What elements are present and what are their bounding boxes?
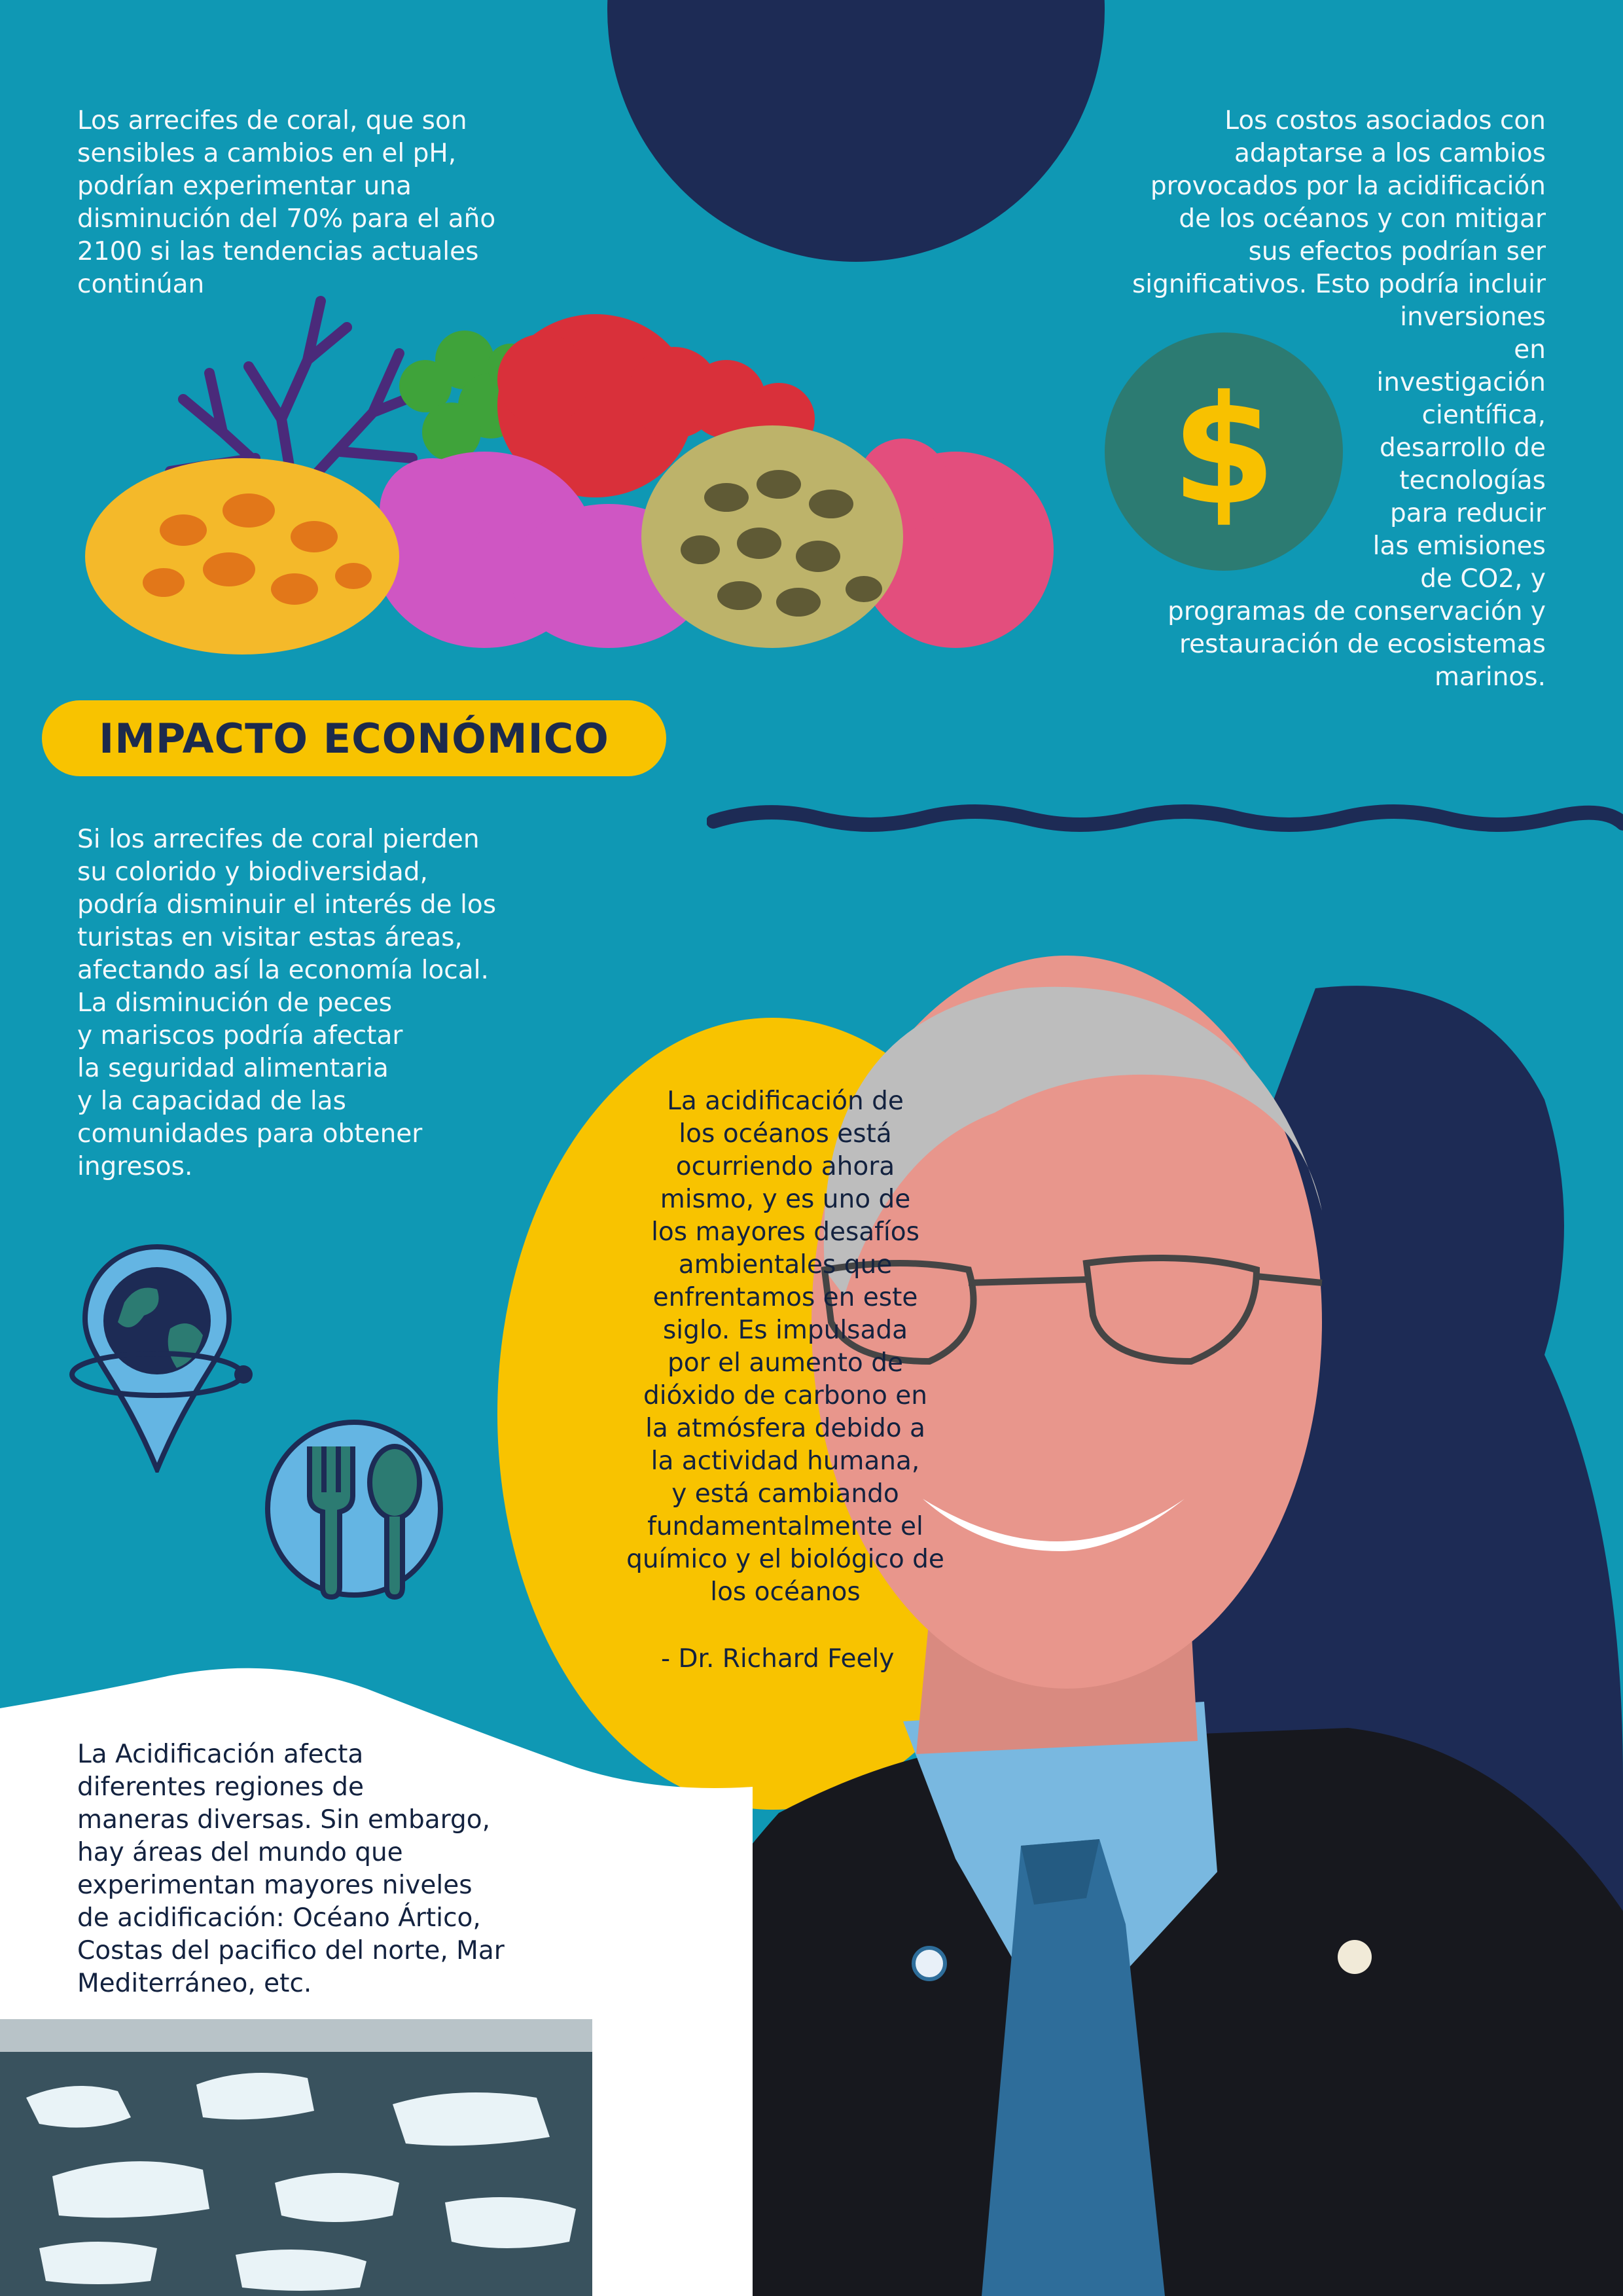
quote-text: La acidificación de los océanos está ocurriendo ahora mismo, y es uno de los mayores desafíos ambientales que enfrentamos en este siglo. Es impulsada por el aumento de dióxido de carbono en la atmósfera debido a la actividad humana, y está cambiando fundamentalmente el químico y el biológico de los océanos [626, 1086, 944, 1607]
dollar-icon [1105, 332, 1343, 571]
section-title-pill [42, 700, 666, 776]
quote-author: - Dr. Richard Feely [661, 1644, 895, 1674]
decorative-navy-circle [607, 0, 1105, 262]
wave-divider [707, 798, 1623, 838]
coral-reef-illustration [85, 288, 1080, 661]
page-title: IMPACTO ECONÓMICO [99, 714, 609, 762]
globe-location-icon [65, 1244, 268, 1473]
regions-paragraph: La Acidificación afecta diferentes regiones de maneras diversas. Sin embargo, hay áreas del mundo que experimentan mayores niveles de acidificación: Océano Ártico, Costas del pacifico del norte, Mar Mediterráneo, etc. [77, 1740, 505, 1998]
utensils-icon [260, 1410, 448, 1607]
economic-impact-paragraph: Si los arrecifes de coral pierden su colorido y biodiversidad, podría disminuir el interés de los turistas en visitar estas áreas, afectando así la economía local. La disminución de peces y mariscos podría afectar la seguridad alimentaria y la capacidad de las comunidades para obtener ingresos. [77, 825, 497, 1181]
coral-reef-paragraph: Los arrecifes de coral, que son sensibles a cambios en el pH, podrían experimentar una disminución del 70% para el año 2100 si las tendencias actuales continúan [77, 106, 496, 299]
dollar-sign-glyph: $ [1171, 364, 1277, 539]
costs-paragraph: Los costos asociados con adaptarse a los cambios provocados por la acidificación de los océanos y con mitigar sus efectos podrían ser significativos. Esto podría incluir inversiones en investigación científica, desarrollo de tecnologías para reducir las emisiones de CO2, y programas de conservación y restauración de ecosistemas marinos. [1132, 106, 1546, 692]
arctic-ice-photo [0, 2019, 592, 2296]
